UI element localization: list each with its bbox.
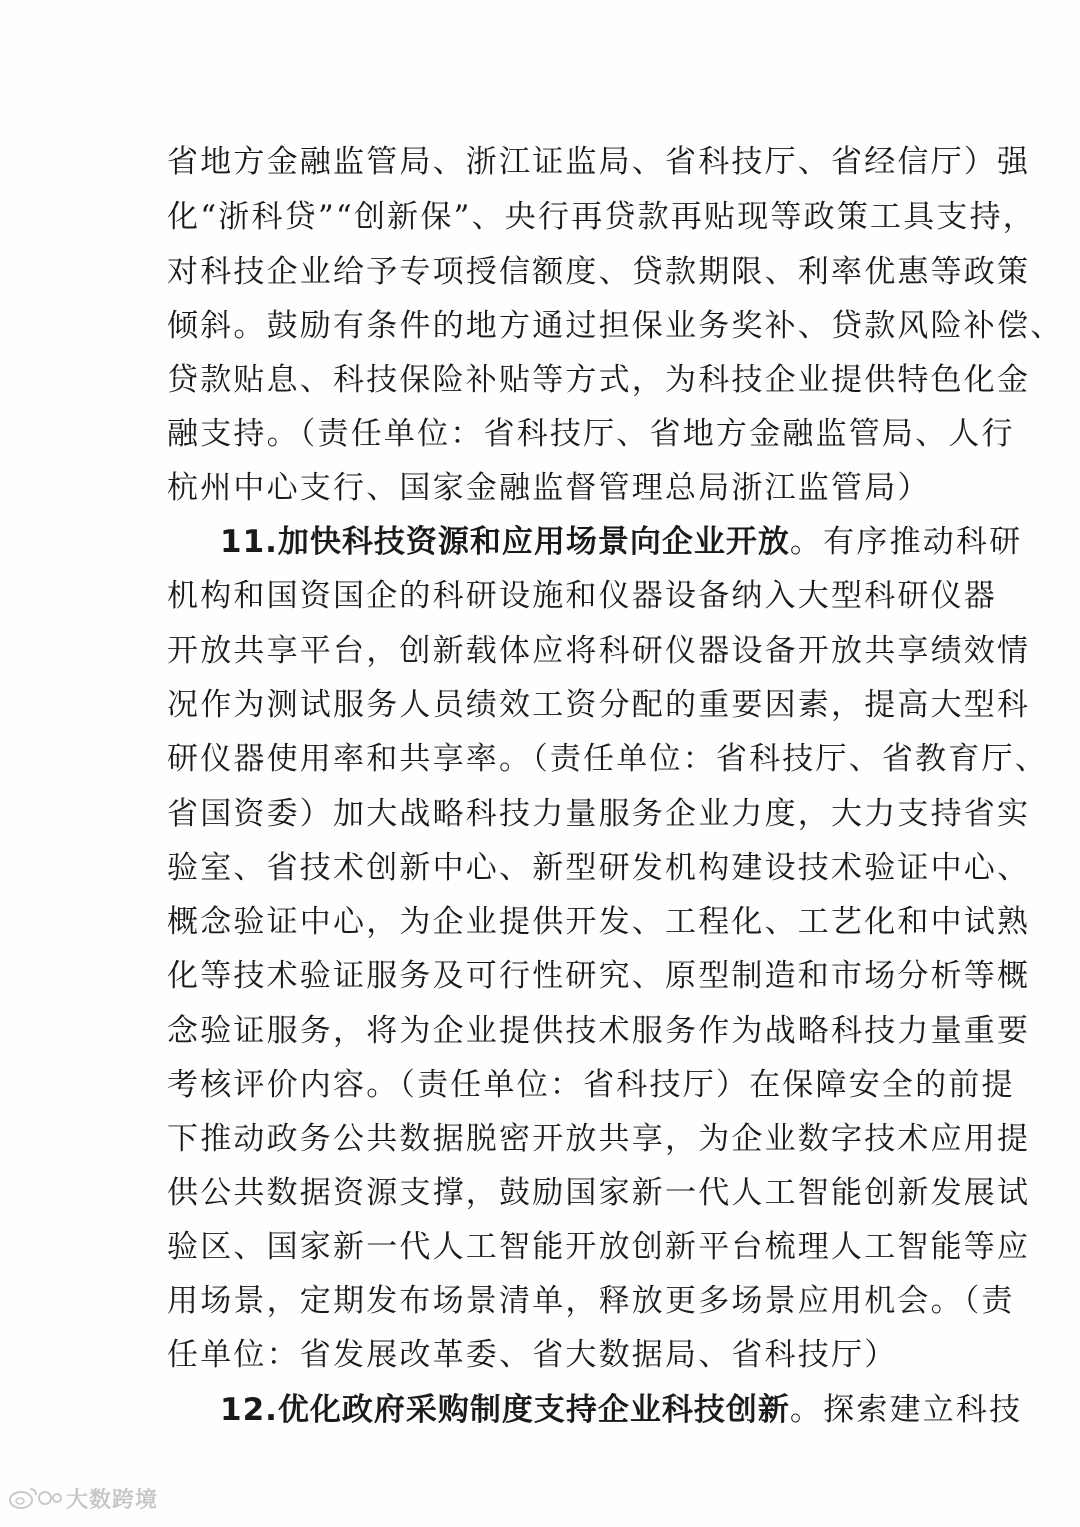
body-line: 省国资委）加大战略科技力量服务企业力度，大力支持省实 — [167, 796, 1031, 832]
body-line: 贷款贴息、科技保险补贴等方式，为科技企业提供特色化金 — [167, 362, 1031, 398]
body-line: 验室、省技术创新中心、新型研发机构建设技术验证中心、 — [167, 850, 1031, 886]
body-line: 化等技术验证服务及可行性研究、原型制造和市场分析等概 — [167, 958, 1031, 994]
section-12-first-line — [220, 1384, 1023, 1436]
body-line: 验区、国家新一代人工智能开放创新平台梳理人工智能等应 — [167, 1229, 1031, 1265]
watermark — [8, 1483, 158, 1513]
body-line: 念验证服务，将为企业提供技术服务作为战略科技力量重要 — [167, 1013, 1031, 1049]
body-line: 况作为测试服务人员绩效工资分配的重要因素，提高大型科 — [167, 687, 1031, 723]
body-line: 省地方金融监管局、浙江证监局、省科技厅、省经信厅）强 — [167, 144, 1031, 180]
body-line: 任单位：省发展改革委、省大数据局、省科技厅） — [167, 1337, 898, 1373]
section-11-first-line — [220, 516, 1023, 568]
body-line: 融支持。（责任单位：省科技厅、省地方金融监管局、人行 — [167, 416, 1015, 452]
section-11-text-start: 。有序推动科研 — [789, 524, 1023, 560]
body-line: 研仪器使用率和共享率。（责任单位：省科技厅、省教育厅、 — [167, 741, 1048, 777]
section-12-text-start: 。探索建立科技 — [789, 1392, 1023, 1428]
body-line: 杭州中心支行、国家金融监督管理总局浙江监管局） — [167, 470, 931, 506]
body-line: 开放共享平台，创新载体应将科研仪器设备开放共享绩效情 — [167, 633, 1031, 669]
body-line: 用场景，定期发布场景清单，释放更多场景应用机会。（责 — [167, 1283, 1015, 1319]
section-12-heading: 12.优化政府采购制度支持企业科技创新 — [220, 1392, 790, 1428]
body-line: 化“浙科贷”“创新保”、央行再贷款再贴现等政策工具支持， — [167, 199, 1036, 235]
body-line: 概念验证中心，为企业提供开发、工程化、工艺化和中试熟 — [167, 904, 1031, 940]
weibo-logo-icon — [8, 1485, 62, 1511]
body-line: 供公共数据资源支撑，鼓励国家新一代人工智能创新发展试 — [167, 1175, 1031, 1211]
section-11-heading: 11.加快科技资源和应用场景向企业开放 — [220, 524, 790, 560]
body-line: 对科技企业给予专项授信额度、贷款期限、利率优惠等政策 — [167, 254, 1031, 290]
body-line: 倾斜。鼓励有条件的地方通过担保业务奖补、贷款风险补偿、 — [167, 308, 1064, 344]
body-line: 考核评价内容。（责任单位：省科技厅）在保障安全的前提 — [167, 1067, 1015, 1103]
body-line: 下推动政务公共数据脱密开放共享，为企业数字技术应用提 — [167, 1121, 1031, 1157]
body-line: 机构和国资国企的科研设施和仪器设备纳入大型科研仪器 — [167, 578, 997, 614]
watermark-text: 大数跨境 — [66, 1487, 159, 1513]
